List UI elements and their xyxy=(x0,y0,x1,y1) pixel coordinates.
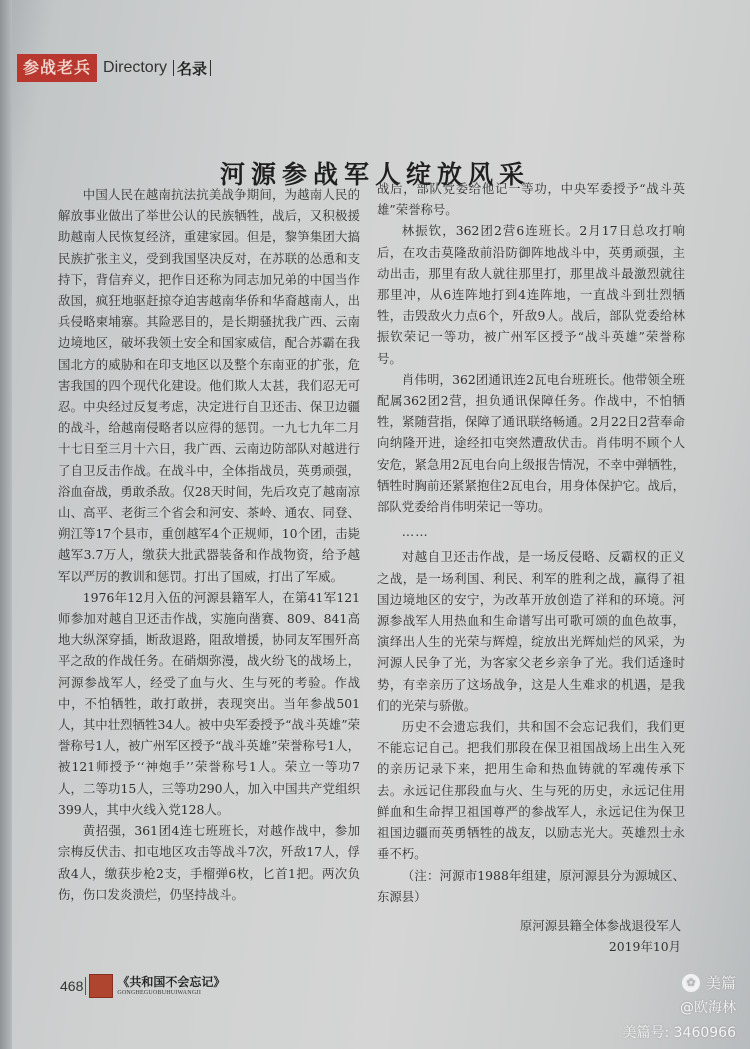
book-title: 《共和国不会忘记》 xyxy=(117,975,226,989)
article-title: 河源参战军人绽放风采 xyxy=(219,159,530,189)
meipian-logo-icon: ✿ xyxy=(682,974,700,992)
paragraph-huang-zhaoqiang: 黄招强，361团4连七班班长，对越作战中，参加宗梅反伏击、扣屯地区攻击等战斗7次，歼敌17人，俘敌4人，缴获步枪2支，手榴弹6枚，匕首1把。两次负伤，伤口发炎溃烂，仍坚持战斗。 xyxy=(58,823,360,902)
paragraph-heyuan-soldiers: 1976年12月入伍的河源县籍军人，在第41军121师参加对越自卫还击作战，实施向凿赛、809、841高地大纵深穿插，断敌退路，阻敌增援，协同友军围歼高平之敌的作战任务。在硝烟弥漫，战火纷飞的战场上，河源参战军人，经受了血与火、生与死的考验。作战中，不怕牺牲，敢打敢拼，表现突出。当年参战501人，其中壮烈牺牲34人。被中央军委授予“战斗英雄”荣誉称号1人，被广州军区授予“战斗英雄”荣誉称号1人，被121师授予‘‘神炮手’’荣誉称号1人。荣立一等功7人，二等功15人，三等功290人，加入中国共产党组织399人，其中火线入党128人。 xyxy=(58,589,360,817)
paragraph-significance: 对越自卫还击作战，是一场反侵略、反霸权的正义之战，是一场利国、利民、利军的胜利之战，赢得了祖国边境地区的安宁，为改革开放创造了祥和的环境。河源参战军人用热血和生命谱写出可歌可颂的血色故事，演绎出人生的光荣与辉煌，绽放出光辉灿烂的风采，为河源人民争了光，为客家父老乡亲争了光。我们适逢时势，有幸亲历了这场战争，这是人生难求的机遇，是我们的光荣与骄傲。 xyxy=(377,549,685,713)
paragraph-lin-zhenqin: 林振钦，362团2营6连班长。2月17日总攻打响后，在攻击莫隆敌前沿防御阵地战斗中，英勇顽强，主动出击，那里有敌人就往那里打，那里战斗最激烈就往那里冲，从6连阵地打到4连阵地，一直战斗到壮烈牺牲，击毁敌火力点6个，歼敌9人。战后，部队党委给林振钦荣记一等功，被广州军区授予“战斗英雄”荣誉称号。 xyxy=(377,223,685,366)
paragraph-note: （注：河源市1988年组建，原河源县分为源城区、东源县） xyxy=(377,867,685,904)
page-footer xyxy=(60,974,225,998)
section-chinese-label: 名录 xyxy=(177,59,208,78)
right-column xyxy=(377,178,685,957)
section-tag: 参战老兵 xyxy=(17,54,97,82)
section-english-label: Directory xyxy=(103,59,168,76)
divider xyxy=(210,60,211,76)
watermark-user: @欧海林 xyxy=(680,1000,736,1016)
watermark-id: 美篇号: 3460966 xyxy=(622,1025,736,1041)
ellipsis: …… xyxy=(401,524,429,540)
book-title-block xyxy=(117,975,225,997)
section-header xyxy=(17,54,211,82)
paragraph-intro: 中国人民在越南抗法抗美战争期间，为越南人民的解放事业做出了举世公认的民族牺牲，战后，又积极援助越南人民恢复经济，重建家园。但是，黎笋集团大搞民族扩张主义，受到我国坚决反对，在苏联的怂恿和支持下，背信弃义，把作日还称为同志加兄弟的中国当作敌国，疯狂地驱赶掠夺迫害越南华侨和华裔越南人，出兵侵略柬埔寨。其险恶目的，是长期骚扰我广西、云南边境地区，破坏我领土安全和国家威信，配合苏霸在我国北方的威胁和在印支地区以及整个东南亚的扩张，危害我国的四个现代化建设。他们欺人太甚，我们忍无可忍。中央经过反复考虑，决定进行自卫还击、保卫边疆的战斗，给越南侵略者以应得的惩罚。一九七九年二月十七日至三月十六日，我广西、云南边防部队对越进行了自卫反击作战。在战斗中，全体指战员，英勇顽强，浴血奋战，勇敢杀敌。仅28天时间，先后攻克了越南凉山、高平、老街三个省会和河安、茶岭、通农、同登、朔江等17个县市，重创越军4个正规师，10个团，击毙越军3.7万人，缴获大批武器装备和作战物资，给予越军以严厉的教训和惩罚。打出了国威，打出了军威。 xyxy=(58,187,360,584)
signature: 原河源县籍全体参战退役军人 xyxy=(519,917,681,933)
seal-icon xyxy=(89,974,113,998)
date: 2019年10月 xyxy=(608,939,681,955)
paragraph-continuation: 战后，部队党委给他记一等功，中央军委授予“战斗英雄”荣誉称号。 xyxy=(377,181,685,218)
book-pinyin: GONGHEGUOBUHUIWANGJI xyxy=(117,990,202,996)
divider xyxy=(85,977,86,995)
paragraph-remembrance: 历史不会遗忘我们，共和国不会忘记我们，我们更不能忘记自己。把我们那段在保卫祖国战场上出生入死的亲历记录下来，把用生命和热血铸就的军魂传承下去。永远记住那段血与火、生与死的历史，永远记住用鲜血和生命捍卫祖国尊严的参战军人，永远记住为保卫祖国边疆而英勇牺牲的战友，以励志光大。英雄烈士永垂不朽。 xyxy=(377,719,685,862)
watermark-brand xyxy=(622,972,736,993)
page-number: 468 xyxy=(60,978,84,994)
left-column xyxy=(58,184,360,905)
watermark-brand-name: 美篇 xyxy=(705,974,736,992)
divider xyxy=(173,60,174,76)
watermark xyxy=(622,972,736,1042)
paragraph-xiao-weiming: 肖伟明，362团通讯连2瓦电台班班长。他带领全班配属362团2营，担负通讯保障任务。作战中，不怕牺牲，紧随营指，保障了通讯联络畅通。2月22日2营奉命向纳隆开进，途经扣屯突然遭敌伏击。肖伟明不顾个人安危，紧急用2瓦电台向上级报告情况，不幸中弹牺牲，牺牲时胸前还紧紧抱住2瓦电台，用身体保护它。战后，部队党委给肖伟明荣记一等功。 xyxy=(377,371,685,515)
